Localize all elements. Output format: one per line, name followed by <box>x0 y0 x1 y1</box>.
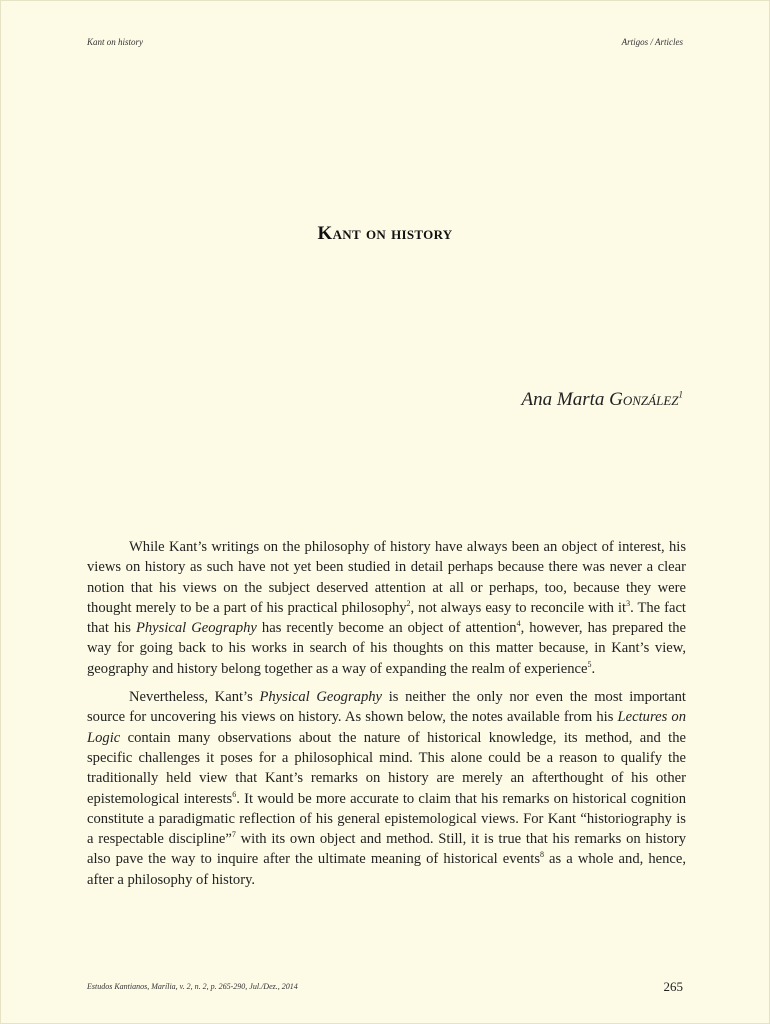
footnote-marker: 8 <box>540 850 544 860</box>
body-paragraph <box>87 537 686 679</box>
footnote-marker: 5 <box>587 659 592 669</box>
author-given-name: Ana Marta <box>521 389 605 410</box>
italic-title: Physical Geography <box>259 689 383 706</box>
text-run: Nevertheless, Kant’s <box>129 689 260 706</box>
article-body <box>87 537 686 898</box>
running-head-section: Artigos / Articles <box>621 37 683 47</box>
text-run: , however, has prepared the way for going back to his works in search of his thoughts on this matter because, in Kant’s view, geography and history belong together as a way of expanding the realm of experience <box>87 620 686 677</box>
footnote-marker: 6 <box>232 789 237 799</box>
footnote-marker: 4 <box>516 619 521 629</box>
text-run: . <box>591 660 596 677</box>
text-run: as a whole and, hence, after a philosophy of history. <box>87 851 686 888</box>
text-run: contain many observations about the nature of historical knowledge, its method, and the specific challenges it poses for a philosophical mind. This alone could be a reason to qualify the traditionally held view that Kant’s remarks on history are merely an afterthought of his other epistemological interests <box>87 729 686 807</box>
author-footnote-marker: 1 <box>678 389 683 400</box>
author-line <box>522 389 683 411</box>
footnote-marker: 3 <box>626 599 631 609</box>
italic-title: Lectures on Logic <box>87 709 686 746</box>
text-run: has recently become an object of attention <box>256 620 517 637</box>
journal-citation: Estudos Kantianos, Marília, v. 2, n. 2, p. 265-290, Jul./Dez., 2014 <box>87 982 298 991</box>
body-paragraph <box>87 687 686 890</box>
author-surname: González <box>609 389 679 410</box>
running-head-title: Kant on history <box>87 37 144 47</box>
text-run: While Kant’s writings on the philosophy of history have always been an object of interest, his views on history as such have not yet been studied in detail perhaps because there was never a clear notion that his views on the subject deserved attention at all or perhaps, too, because they were thought merely to be a part of his practical philosophy <box>87 539 686 616</box>
text-run: , not always easy to reconcile with it <box>410 599 627 616</box>
footnote-marker: 7 <box>231 830 236 840</box>
text-run: . It would be more accurate to claim that his remarks on historical cognition constitute a paradigmatic reflection of his general epistemological views. For Kant “historiography is a respectable discipline” <box>87 790 687 848</box>
text-run: . The fact that his <box>87 599 686 637</box>
article-title: Kant on history <box>317 223 453 244</box>
italic-title: Physical Geography <box>135 620 257 637</box>
footnote-marker: 2 <box>406 599 411 609</box>
page-number: 265 <box>663 979 683 994</box>
text-run: is neither the only nor even the most important source for uncovering his views on history. As shown below, the notes available from his <box>87 689 686 726</box>
text-run: with its own object and method. Still, it is true that his remarks on history also pave the way to inquire after the ultimate meaning of historical events <box>87 831 687 868</box>
